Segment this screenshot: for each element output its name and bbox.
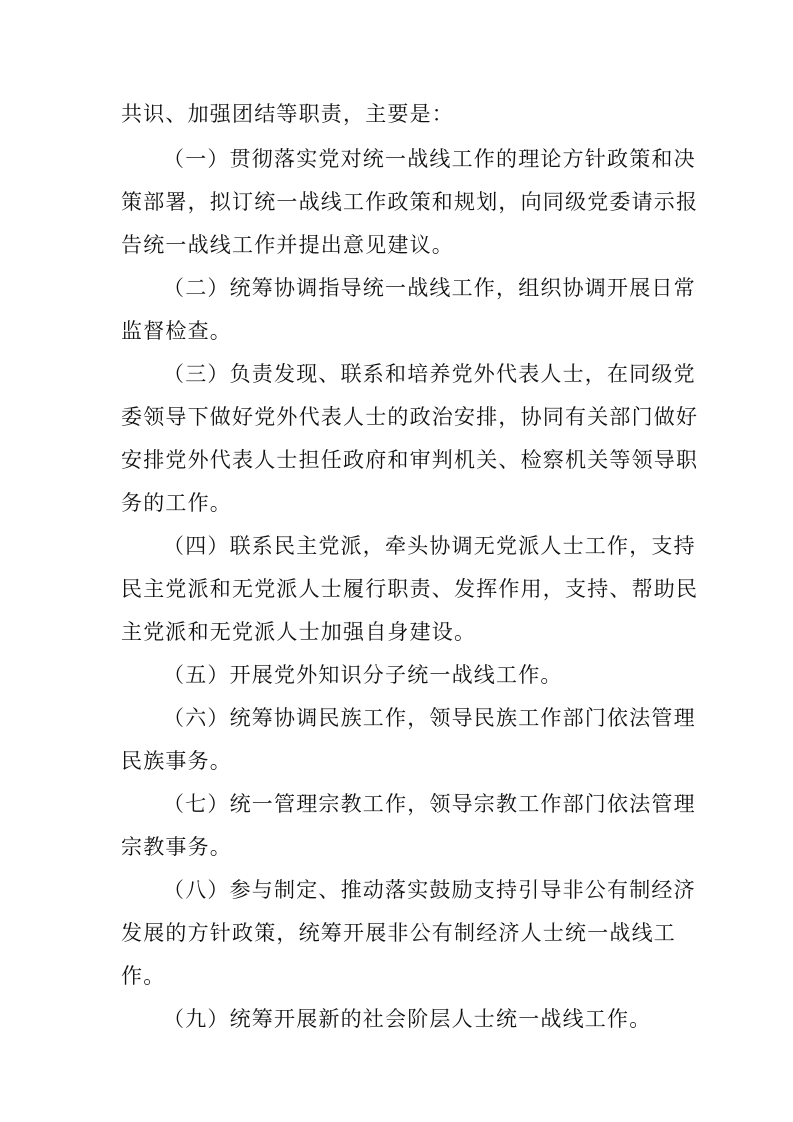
paragraph-3-line-3: 安排党外代表人士担任政府和审判机关、检察机关等领导职 [121,448,699,472]
paragraph-3-line-4: 务的工作。 [121,491,232,515]
paragraph-8-line-2: 发展的方针政策，统筹开展非公有制经济人士统一战线工 [121,921,676,945]
paragraph-1-line-1: （一）贯彻落实党对统一战线工作的理论方针政策和决 [163,147,696,171]
paragraph-4-line-2: 民主党派和无党派人士履行职责、发挥作用，支持、帮助民 [121,577,699,601]
paragraph-1-line-3: 告统一战线工作并提出意见建议。 [121,233,454,257]
paragraph-4-line-1: （四）联系民主党派，牵头协调无党派人士工作，支持 [163,534,696,558]
paragraph-5-line-1: （五）开展党外知识分子统一战线工作。 [163,663,563,687]
paragraph-7-line-1: （七）统一管理宗教工作，领导宗教工作部门依法管理 [163,792,696,816]
paragraph-3-line-2: 委领导下做好党外代表人士的政治安排，协同有关部门做好 [121,405,699,429]
paragraph-7-line-2: 宗教事务。 [121,835,232,859]
paragraph-6-line-2: 民族事务。 [121,749,232,773]
paragraph-8-line-3: 作。 [121,964,166,988]
paragraph-6-line-1: （六）统筹协调民族工作，领导民族工作部门依法管理 [163,706,696,730]
paragraph-9-line-1: （九）统筹开展新的社会阶层人士统一战线工作。 [163,1007,652,1031]
paragraph-1-line-2: 策部署，拟订统一战线工作政策和规划，向同级党委请示报 [121,190,699,214]
paragraph-3-line-1: （三）负责发现、联系和培养党外代表人士，在同级党 [163,362,696,386]
paragraph-4-line-3: 主党派和无党派人士加强自身建设。 [121,620,477,644]
paragraph-2-line-1: （二）统筹协调指导统一战线工作，组织协调开展日常 [163,276,696,300]
paragraph-8-line-1: （八）参与制定、推动落实鼓励支持引导非公有制经济 [163,878,696,902]
text-line: 共识、加强团结等职责，主要是： [121,102,454,126]
paragraph-2-line-2: 监督检查。 [121,319,232,343]
